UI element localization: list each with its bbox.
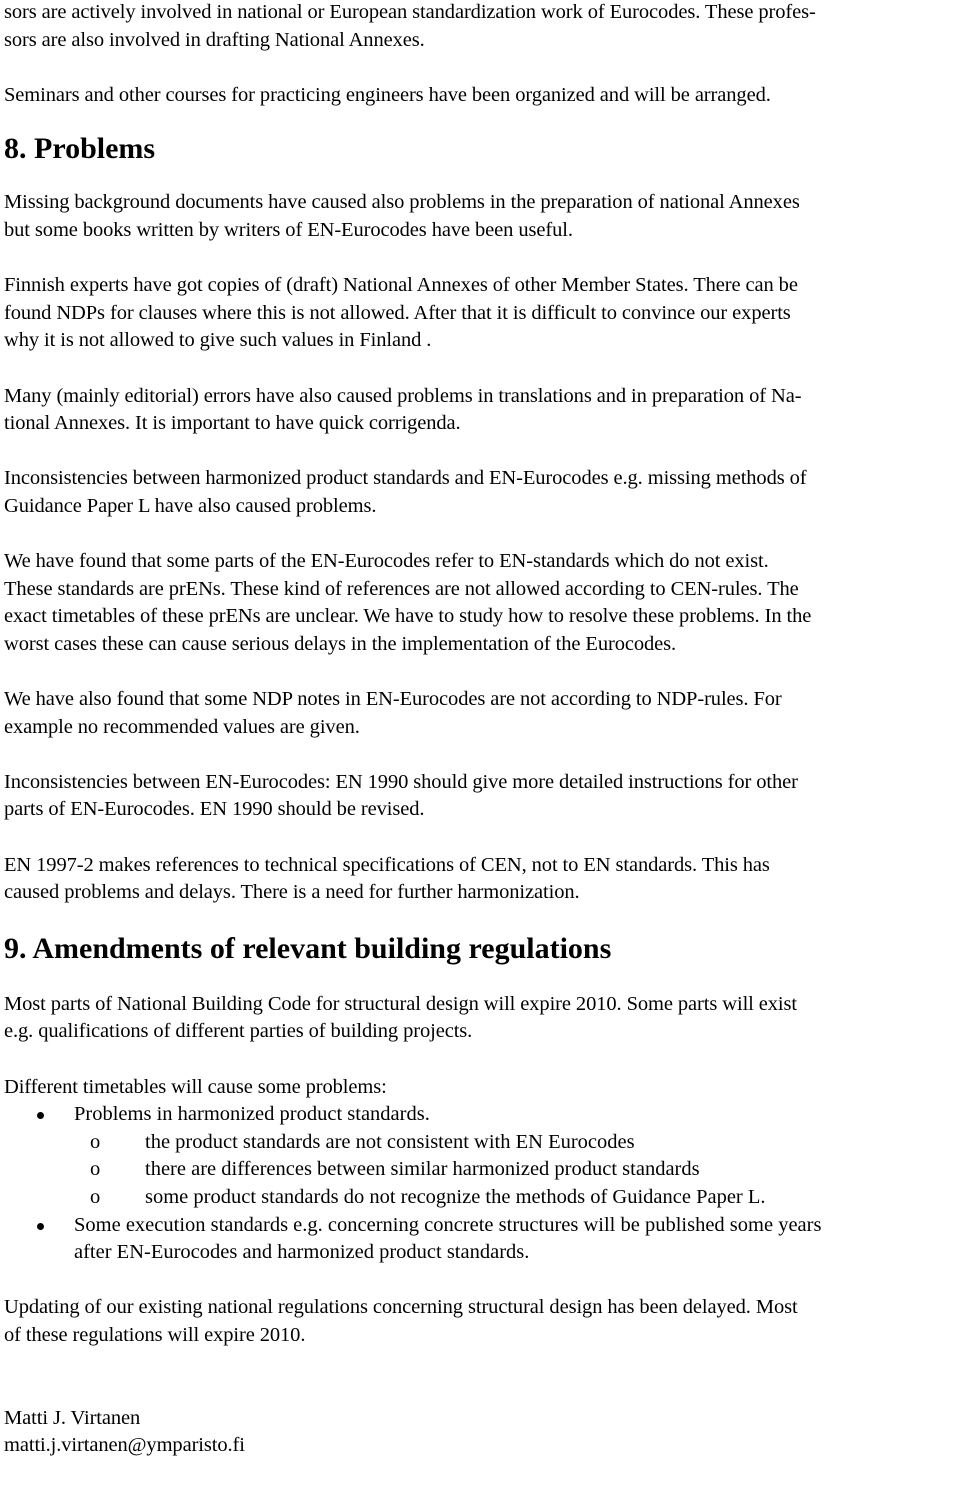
text-line: found NDPs for clauses where this is not allowed. After that it is difficult to convince our experts [4,301,791,324]
text-line: e.g. qualifications of different parties of building projects. [4,1020,473,1043]
text-line: These standards are prENs. These kind of references are not allowed according to CEN-rules. The [4,577,799,600]
text-line: Guidance Paper L have also caused problems. [4,494,377,517]
document-page [4,0,956,1460]
sub-list-item [74,1184,956,1212]
text-line: parts of EN-Eurocodes. EN 1990 should be revised. [4,798,425,821]
intro-line-2: sors are also involved in drafting National Annexes. [4,28,425,51]
text-line: Inconsistencies between EN-Eurocodes: EN 1990 should give more detailed instructions for other [4,770,798,793]
text-line: Many (mainly editorial) errors have also caused problems in translations and in preparation of Na- [4,384,802,407]
text-line: Finnish experts have got copies of (draft) National Annexes of other Member States. There can be [4,274,798,297]
list-item [4,1101,956,1211]
problems-paragraph-1 [4,189,956,244]
text-line: but some books written by writers of EN-Eurocodes have been useful. [4,218,573,241]
text-line: Most parts of National Building Code for structural design will expire 2010. Some parts will exist [4,992,798,1015]
list-intro: Different timetables will cause some problems: [4,1075,387,1098]
list-item-text: Problems in harmonized product standards. [74,1103,430,1126]
sub-list-item [74,1129,956,1157]
text-line: We have found that some parts of the EN-Eurocodes refer to EN-standards which do not exist. [4,550,769,573]
text-line: Inconsistencies between harmonized product standards and EN-Eurocodes e.g. missing methods of [4,467,807,490]
sub-list-item-text: the product standards are not consistent with EN Eurocodes [145,1130,635,1153]
author-email: matti.j.virtanen@ymparisto.fi [4,1434,245,1457]
text-line: example no recommended values are given. [4,715,360,738]
section-9-heading: 9. Amendments of relevant building regulations [4,931,612,965]
text-line: why it is not allowed to give such values in Finland . [4,329,432,352]
problems-paragraph-7 [4,769,956,824]
sub-list [74,1129,956,1212]
author-name: Matti J. Virtanen [4,1406,141,1429]
text-line: tional Annexes. It is important to have quick corrigenda. [4,412,461,435]
text-line: caused problems and delays. There is a need for further harmonization. [4,881,580,904]
text-line: of these regulations will expire 2010. [4,1323,306,1346]
text-line: worst cases these can cause serious delays in the implementation of the Eurocodes. [4,632,677,655]
problem-list [4,1101,956,1267]
problems-paragraph-4 [4,465,956,520]
text-line: Some execution standards e.g. concerning concrete structures will be published some years [74,1213,822,1236]
seminars-paragraph: Seminars and other courses for practicing engineers have been organized and will be arranged. [4,83,771,106]
text-line: Updating of our existing national regulations concerning structural design has been delayed. Most [4,1296,798,1319]
problems-paragraph-2 [4,272,956,355]
problems-paragraph-6 [4,686,956,741]
intro-paragraph [4,0,956,54]
list-item [4,1212,956,1267]
circle-bullet-icon: o [90,1158,101,1181]
text-line: Missing background documents have caused also problems in the preparation of national Annexes [4,191,800,214]
sub-list-item-text: there are differences between similar harmonized product standards [145,1158,700,1181]
text-line: after EN-Eurocodes and harmonized product standards. [74,1241,530,1264]
regulations-paragraph [4,991,956,1046]
circle-bullet-icon: o [90,1185,101,1208]
sub-list-item [74,1156,956,1184]
closing-paragraph [4,1294,956,1349]
text-line: We have also found that some NDP notes in EN-Eurocodes are not according to NDP-rules. For [4,688,782,711]
problems-paragraph-5 [4,548,956,658]
signature-block [4,1405,956,1460]
sub-list-item-text: some product standards do not recognize the methods of Guidance Paper L. [145,1185,766,1208]
text-line: EN 1997-2 makes references to technical specifications of CEN, not to EN standards. This has [4,853,770,876]
intro-line-1: sors are actively involved in national or European standardization work of Eurocodes. These profes- [4,1,816,23]
problems-paragraph-3 [4,383,956,438]
circle-bullet-icon: o [90,1130,101,1153]
bullet-icon [37,1112,44,1119]
text-line: exact timetables of these prENs are unclear. We have to study how to resolve these problems. In the [4,605,812,628]
bullet-icon [37,1223,44,1230]
section-8-heading: 8. Problems [4,132,156,166]
problems-paragraph-8 [4,852,956,907]
